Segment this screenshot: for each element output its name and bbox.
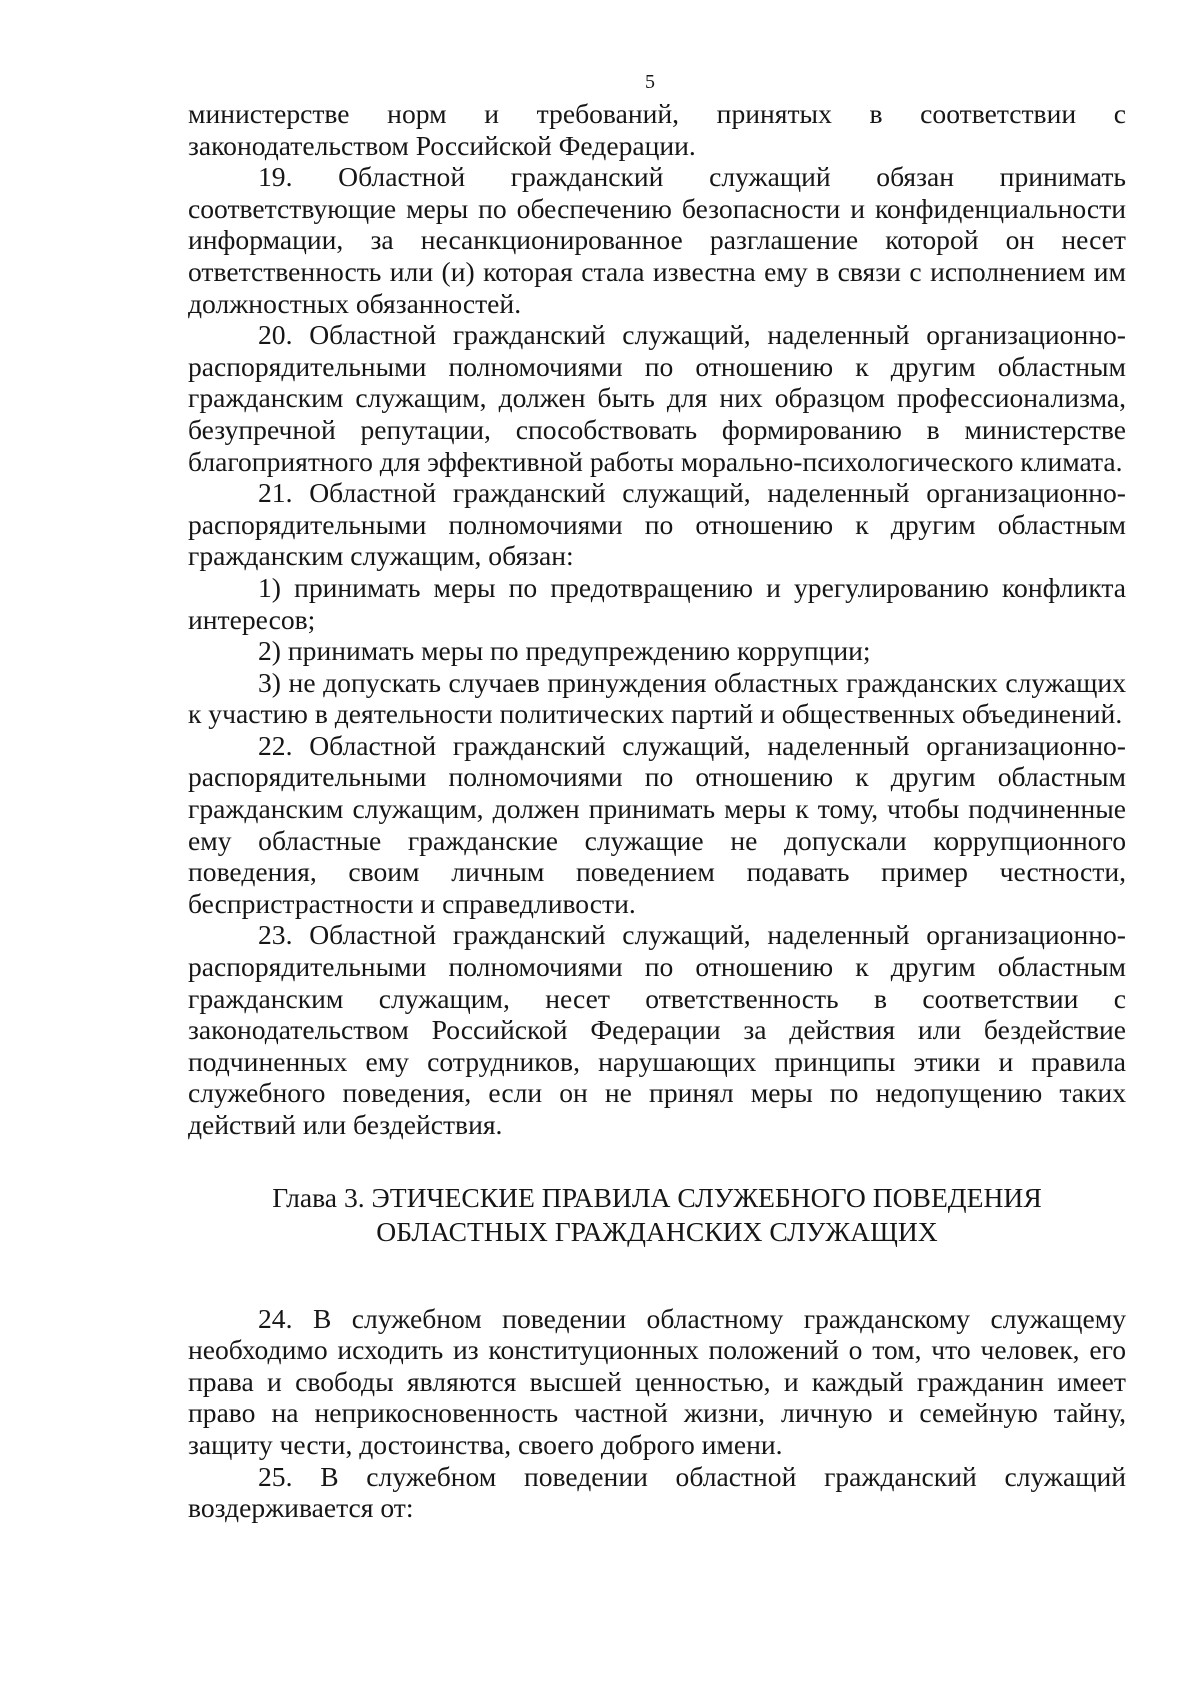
paragraph-item-24: 24. В служебном поведении областному гражданскому служащему необходимо исходить из конституционных положений о том, что человек, его права и свободы являются высшей ценностью, и каждый гражданин имеет право на неприкосновенность частной жизни, личную и семейную тайну, защиту чести, достоинства, своего доброго имени.: [188, 1302, 1126, 1460]
paragraphs-after-heading: [188, 1303, 1126, 1524]
paragraph-item-20: 20. Областной гражданский служащий, наделенный организационно-распорядительными полномочиями по отношению к другим областным гражданским служащим, должен быть для них образцом профессионализма, безупречной репутации, способствовать формированию в министерстве благоприятного для эффективной работы морально-психологического климата.: [188, 319, 1126, 477]
chapter-heading-line-2: ОБЛАСТНЫХ ГРАЖДАНСКИХ СЛУЖАЩИХ: [376, 1215, 938, 1247]
paragraph-item-21-2: 2) принимать меры по предупреждению коррупции;: [258, 635, 871, 667]
page-number: 5: [645, 71, 655, 93]
chapter-heading: [188, 1181, 1126, 1249]
paragraph-item-21: 21. Областной гражданский служащий, наделенный организационно-распорядительными полномочиями по отношению к другим областным гражданским служащим, обязан:: [188, 477, 1126, 572]
paragraph-cont-18: министерстве норм и требований, принятых в соответствии с законодательством Российской Федерации.: [188, 98, 1126, 161]
paragraph-item-22: 22. Областной гражданский служащий, наделенный организационно-распорядительными полномочиями по отношению к другим областным гражданским служащим, должен принимать меры к тому, чтобы подчиненные ему областные гражданские служащие не допускали коррупционного поведения, своим личным поведением подавать пример честности, беспристрастности и справедливости.: [188, 729, 1126, 919]
paragraph-item-21-3: 3) не допускать случаев принуждения областных гражданских служащих к участию в деятельности политических партий и общественных объединений.: [188, 666, 1126, 730]
paragraph-item-19: 19. Областной гражданский служащий обязан принимать соответствующие меры по обеспечению безопасности и конфиденциальности информации, за несанкционированное разглашение которой он несет ответственность или (и) которая стала известна ему в связи с исполнением им должностных обязанностей.: [188, 161, 1126, 319]
document-body: [188, 98, 1126, 1524]
chapter-heading-line-1: Глава 3. ЭТИЧЕСКИЕ ПРАВИЛА СЛУЖЕБНОГО ПОВЕДЕНИЯ: [272, 1181, 1042, 1213]
paragraph-item-25: 25. В служебном поведении областной гражданский служащий воздерживается от:: [188, 1460, 1126, 1524]
paragraph-item-21-1: 1) принимать меры по предотвращению и урегулированию конфликта интересов;: [188, 571, 1126, 635]
paragraph-item-23: 23. Областной гражданский служащий, наделенный организационно-распорядительными полномочиями по отношению к другим областным гражданским служащим, несет ответственность в соответствии с законодательством Российской Федерации за действия или бездействие подчиненных ему сотрудников, нарушающих принципы этики и правила служебного поведения, если он не принял меры по недопущению таких действий или бездействия.: [188, 919, 1126, 1140]
paragraphs-before-heading: [188, 98, 1126, 1141]
